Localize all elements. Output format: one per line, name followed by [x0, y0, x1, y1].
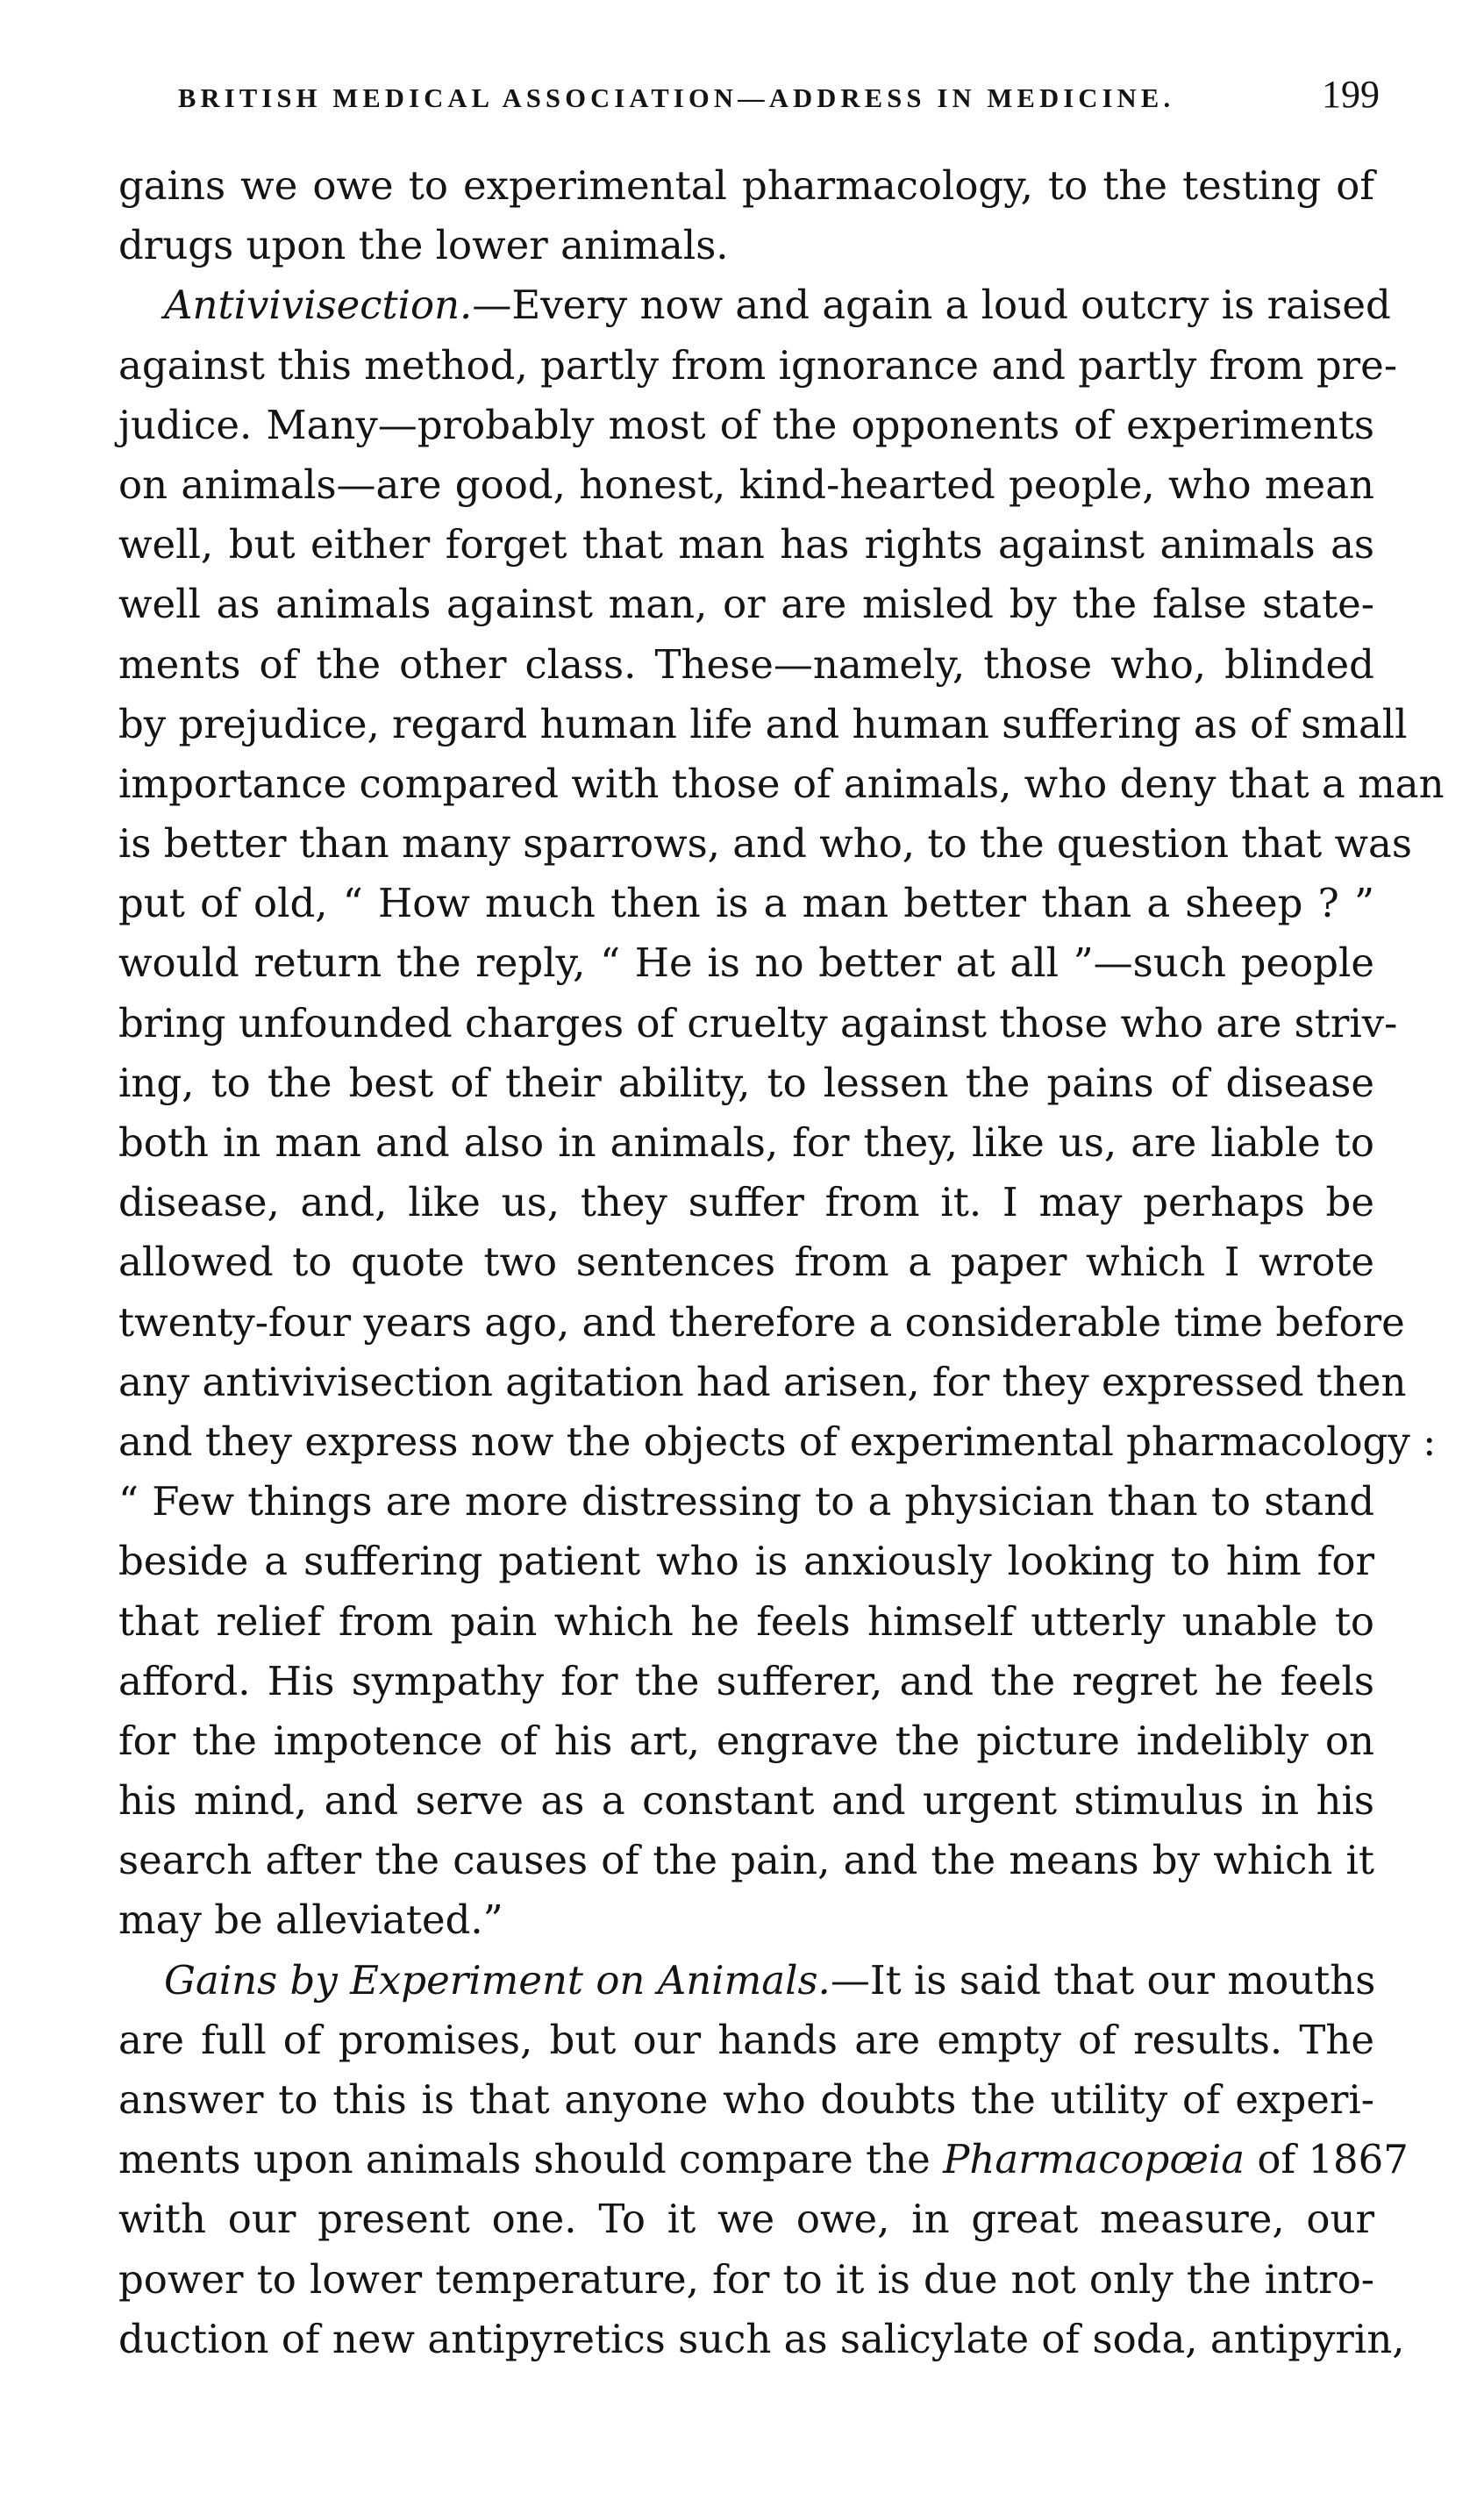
- text-run: both in man and also in animals, for they, like us, are liable to: [118, 1119, 1374, 1166]
- text-line: [118, 933, 1374, 993]
- text-run: is better than many sparrows, and who, to the question that was: [118, 820, 1412, 868]
- text-line: [118, 2070, 1374, 2130]
- text-run: his mind, and serve as a constant and urgent stimulus in his: [118, 1777, 1374, 1825]
- text-run: allowed to quote two sentences from a paper which I wrote: [118, 1239, 1374, 1286]
- text-run: duction of new antipyretics such as salicylate of soda, antipyrin,: [118, 2315, 1405, 2362]
- text-line: [118, 1890, 1374, 1950]
- text-run: gains we owe to experimental pharmacology, to the testing of: [118, 162, 1374, 209]
- text-run: with our present one. To it we owe, in great measure, our: [118, 2196, 1374, 2243]
- text-run: that relief from pain which he feels himself utterly unable to: [118, 1597, 1374, 1645]
- text-run: drugs upon the lower animals.: [118, 222, 729, 269]
- text-line: [118, 275, 1391, 335]
- text-run: well, but either forget that man has rights against animals as: [118, 521, 1374, 568]
- text-run: against this method, partly from ignorance and partly from pre-: [118, 341, 1398, 389]
- text-line: [118, 1353, 1407, 1412]
- text-run: ing, to the best of their ability, to lessen the pains of disease: [118, 1059, 1374, 1106]
- text-run: beside a suffering patient who is anxiously looking to him for: [118, 1538, 1374, 1585]
- text-line: [118, 1951, 1374, 2011]
- running-title: BRITISH MEDICAL ASSOCIATION—ADDRESS IN MEDICINE.: [178, 83, 1175, 113]
- text-line: [118, 1652, 1374, 1711]
- text-line: [118, 575, 1374, 634]
- text-line: [118, 754, 1445, 814]
- italic-text: Gains by Experiment on Animals.: [164, 1956, 831, 2004]
- text-run: afford. His sympathy for the sufferer, and the regret he feels: [118, 1657, 1374, 1704]
- text-line: [118, 2189, 1374, 2249]
- text-run: would return the reply, “ He is no better at all ”—such people: [118, 939, 1374, 987]
- text-line: [118, 814, 1412, 874]
- text-run: answer to this is that anyone who doubts the utility of experi-: [118, 2076, 1374, 2123]
- text-line: [118, 1173, 1374, 1232]
- text-line: [118, 874, 1374, 933]
- text-run: importance compared with those of animals, who deny that a man: [118, 760, 1445, 807]
- text-line: [118, 216, 1374, 275]
- text-run: judice. Many—probably most of the opponents of experiments: [118, 401, 1374, 448]
- text-run: “ Few things are more distressing to a physician than to stand: [118, 1478, 1374, 1525]
- text-line: [118, 635, 1374, 695]
- running-head: [178, 72, 1380, 125]
- text-run: —Every now and again a loud outcry is raised: [472, 282, 1391, 329]
- text-line: [118, 1472, 1374, 1532]
- text-line: [118, 2011, 1374, 2070]
- text-run: are full of promises, but our hands are empty of results. The: [118, 2016, 1374, 2063]
- text-run: —It is said that our mouths: [830, 1956, 1376, 2004]
- text-run: power to lower temperature, for to it is due not only the intro-: [118, 2255, 1374, 2303]
- text-run: on animals—are good, honest, kind-hearted people, who mean: [118, 461, 1374, 508]
- text-run: by prejudice, regard human life and human suffering as of small: [118, 700, 1408, 747]
- text-line: [118, 2310, 1405, 2369]
- text-run: ments upon animals should compare the: [118, 2136, 944, 2183]
- text-line: [118, 515, 1374, 575]
- text-line: [118, 1532, 1374, 1591]
- text-run: ments of the other class. These—namely, those who, blinded: [118, 640, 1374, 688]
- text-line: [118, 1831, 1374, 1890]
- text-line: [118, 156, 1374, 216]
- text-run: bring unfounded charges of cruelty against those who are striv-: [118, 999, 1398, 1046]
- text-line: [118, 455, 1374, 515]
- text-line: [118, 336, 1398, 396]
- text-line: [118, 1232, 1374, 1292]
- text-line: [118, 1592, 1374, 1652]
- text-line: [118, 1771, 1374, 1831]
- page-number: 199: [1322, 73, 1380, 116]
- text-line: [118, 396, 1374, 455]
- text-line: [118, 1412, 1437, 1472]
- text-run: and they express now the objects of experimental pharmacology :: [118, 1418, 1437, 1465]
- text-run: search after the causes of the pain, and the means by which it: [118, 1837, 1374, 1884]
- text-run: for the impotence of his art, engrave the picture indelibly on: [118, 1717, 1374, 1764]
- text-line: [118, 1711, 1374, 1771]
- body-text: [118, 156, 1445, 2369]
- text-run: of 1867: [1245, 2136, 1409, 2183]
- italic-text: Pharmacopœia: [943, 2136, 1245, 2183]
- text-run: put of old, “ How much then is a man better than a sheep ? ”: [118, 880, 1374, 927]
- text-line: [118, 1054, 1374, 1113]
- text-run: any antivivisection agitation had arisen, for they expressed then: [118, 1358, 1407, 1405]
- text-run: well as animals against man, or are misled by the false state-: [118, 581, 1374, 628]
- text-line: [118, 1293, 1405, 1353]
- text-line: [118, 1113, 1374, 1173]
- text-run: disease, and, like us, they suffer from it. I may perhaps be: [118, 1179, 1374, 1226]
- text-line: [118, 2250, 1374, 2310]
- text-line: [118, 994, 1398, 1054]
- text-line: [118, 2130, 1409, 2189]
- text-run: may be alleviated.”: [118, 1896, 503, 1944]
- italic-text: Antivivisection.: [164, 282, 473, 329]
- text-line: [118, 695, 1408, 754]
- text-run: twenty-four years ago, and therefore a considerable time before: [118, 1298, 1405, 1346]
